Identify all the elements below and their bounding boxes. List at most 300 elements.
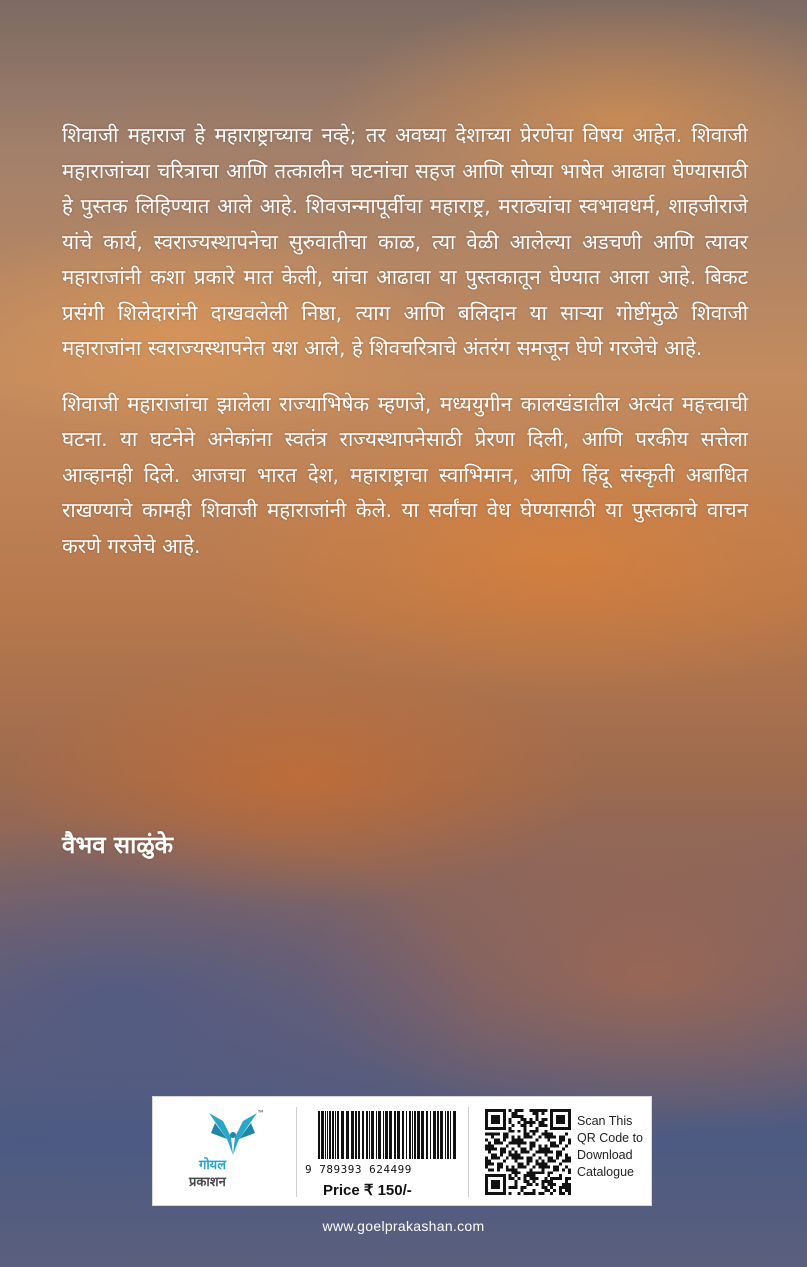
qr-module bbox=[541, 1168, 544, 1171]
qr-module bbox=[568, 1109, 571, 1112]
qr-module bbox=[541, 1186, 544, 1189]
isbn-number: 9 789393 624499 bbox=[305, 1163, 412, 1176]
qr-module bbox=[494, 1115, 497, 1118]
qr-module bbox=[547, 1180, 550, 1183]
qr-module bbox=[491, 1192, 494, 1195]
qr-module bbox=[485, 1165, 488, 1168]
qr-module bbox=[562, 1121, 565, 1124]
qr-module bbox=[538, 1148, 541, 1151]
qr-module bbox=[509, 1109, 512, 1112]
qr-module bbox=[556, 1121, 559, 1124]
qr-module bbox=[535, 1115, 538, 1118]
qr-module bbox=[532, 1109, 535, 1112]
barcode-bar bbox=[414, 1111, 416, 1159]
qr-module bbox=[544, 1109, 547, 1112]
qr-module bbox=[544, 1153, 547, 1156]
qr-module bbox=[550, 1136, 553, 1139]
qr-module bbox=[497, 1109, 500, 1112]
qr-module bbox=[512, 1142, 515, 1145]
qr-module bbox=[532, 1165, 535, 1168]
qr-module bbox=[565, 1165, 568, 1168]
barcode-bar bbox=[385, 1111, 388, 1159]
qr-module bbox=[532, 1180, 535, 1183]
qr-module bbox=[550, 1186, 553, 1189]
barcode-bar bbox=[440, 1111, 443, 1159]
publisher-info-box bbox=[152, 1096, 652, 1206]
qr-module bbox=[497, 1162, 500, 1165]
qr-module bbox=[515, 1109, 518, 1112]
qr-module bbox=[518, 1153, 521, 1156]
qr-module bbox=[562, 1139, 565, 1142]
qr-module bbox=[535, 1177, 538, 1180]
qr-module bbox=[559, 1186, 562, 1189]
qr-module bbox=[488, 1109, 491, 1112]
qr-module bbox=[494, 1139, 497, 1142]
barcode-bar bbox=[318, 1111, 320, 1159]
barcode-bar bbox=[329, 1111, 331, 1159]
qr-module bbox=[509, 1192, 512, 1195]
qr-module bbox=[500, 1192, 503, 1195]
qr-module bbox=[524, 1130, 527, 1133]
barcode-bar bbox=[430, 1111, 431, 1159]
qr-module bbox=[532, 1192, 535, 1195]
qr-module bbox=[535, 1183, 538, 1186]
qr-module bbox=[535, 1171, 538, 1174]
qr-module bbox=[532, 1112, 535, 1115]
qr-module bbox=[509, 1118, 512, 1121]
qr-module bbox=[541, 1133, 544, 1136]
qr-module bbox=[512, 1153, 515, 1156]
qr-module bbox=[547, 1133, 550, 1136]
qr-module bbox=[538, 1192, 541, 1195]
qr-module bbox=[485, 1159, 488, 1162]
qr-module bbox=[559, 1109, 562, 1112]
barcode-bar bbox=[369, 1111, 370, 1159]
qr-module bbox=[556, 1165, 559, 1168]
qr-module bbox=[512, 1124, 515, 1127]
back-cover-blurb bbox=[62, 118, 748, 584]
qr-module bbox=[553, 1127, 556, 1130]
qr-module bbox=[559, 1162, 562, 1165]
barcode-bar bbox=[371, 1111, 374, 1159]
qr-module bbox=[544, 1118, 547, 1121]
qr-module bbox=[518, 1115, 521, 1118]
qr-module bbox=[544, 1133, 547, 1136]
qr-module bbox=[506, 1133, 509, 1136]
qr-module bbox=[524, 1177, 527, 1180]
qr-module bbox=[503, 1151, 506, 1154]
qr-module bbox=[538, 1121, 541, 1124]
qr-module bbox=[494, 1109, 497, 1112]
qr-module bbox=[538, 1145, 541, 1148]
qr-module bbox=[553, 1183, 556, 1186]
qr-module bbox=[488, 1127, 491, 1130]
qr-module bbox=[515, 1115, 518, 1118]
qr-module bbox=[524, 1165, 527, 1168]
qr-module bbox=[488, 1148, 491, 1151]
qr-module bbox=[524, 1136, 527, 1139]
qr-module bbox=[512, 1148, 515, 1151]
qr-module bbox=[521, 1118, 524, 1121]
qr-module bbox=[503, 1180, 506, 1183]
qr-module bbox=[550, 1118, 553, 1121]
qr-module bbox=[544, 1177, 547, 1180]
qr-module bbox=[497, 1168, 500, 1171]
qr-module bbox=[562, 1186, 565, 1189]
qr-module bbox=[541, 1159, 544, 1162]
qr-module bbox=[529, 1136, 532, 1139]
qr-module bbox=[559, 1136, 562, 1139]
qr-module bbox=[568, 1156, 571, 1159]
barcode-bar bbox=[394, 1111, 396, 1159]
qr-module bbox=[521, 1115, 524, 1118]
qr-module bbox=[524, 1118, 527, 1121]
qr-module bbox=[488, 1168, 491, 1171]
qr-module bbox=[565, 1189, 568, 1192]
qr-module bbox=[491, 1121, 494, 1124]
qr-module bbox=[553, 1189, 556, 1192]
qr-module bbox=[550, 1145, 553, 1148]
qr-module bbox=[550, 1151, 553, 1154]
qr-module bbox=[521, 1189, 524, 1192]
qr-module bbox=[550, 1124, 553, 1127]
qr-module bbox=[509, 1121, 512, 1124]
qr-module bbox=[512, 1168, 515, 1171]
qr-module bbox=[527, 1156, 530, 1159]
qr-module bbox=[532, 1145, 535, 1148]
qr-module bbox=[532, 1177, 535, 1180]
barcode-bar bbox=[417, 1111, 420, 1159]
qr-module bbox=[515, 1142, 518, 1145]
qr-module bbox=[503, 1115, 506, 1118]
qr-module bbox=[524, 1180, 527, 1183]
qr-module bbox=[515, 1139, 518, 1142]
barcode-bar bbox=[325, 1111, 326, 1159]
qr-module bbox=[547, 1189, 550, 1192]
qr-module bbox=[494, 1148, 497, 1151]
qr-module bbox=[497, 1192, 500, 1195]
qr-module bbox=[491, 1145, 494, 1148]
qr-module bbox=[494, 1156, 497, 1159]
qr-module bbox=[497, 1174, 500, 1177]
qr-module bbox=[488, 1145, 491, 1148]
qr-module bbox=[529, 1142, 532, 1145]
qr-module bbox=[547, 1136, 550, 1139]
qr-module bbox=[512, 1186, 515, 1189]
qr-module bbox=[485, 1180, 488, 1183]
qr-module bbox=[565, 1145, 568, 1148]
qr-module bbox=[541, 1162, 544, 1165]
qr-module bbox=[500, 1162, 503, 1165]
qr-module bbox=[506, 1136, 509, 1139]
qr-module bbox=[497, 1139, 500, 1142]
qr-module bbox=[500, 1127, 503, 1130]
qr-module bbox=[491, 1133, 494, 1136]
qr-module bbox=[568, 1124, 571, 1127]
qr-module bbox=[503, 1139, 506, 1142]
qr-module bbox=[553, 1142, 556, 1145]
qr-module bbox=[550, 1127, 553, 1130]
qr-module bbox=[518, 1139, 521, 1142]
publisher-name-line-1: गोयल bbox=[199, 1158, 227, 1173]
barcode-bar bbox=[327, 1111, 328, 1159]
qr-module bbox=[562, 1183, 565, 1186]
qr-module bbox=[550, 1142, 553, 1145]
qr-module bbox=[488, 1151, 491, 1154]
qr-module bbox=[512, 1171, 515, 1174]
qr-module bbox=[503, 1186, 506, 1189]
qr-module bbox=[541, 1109, 544, 1112]
qr-module bbox=[485, 1133, 488, 1136]
qr-module bbox=[521, 1148, 524, 1151]
publisher-website[interactable]: www.goelprakashan.com bbox=[322, 1218, 485, 1234]
qr-module bbox=[488, 1162, 491, 1165]
qr-module bbox=[550, 1183, 553, 1186]
qr-module bbox=[515, 1171, 518, 1174]
qr-module bbox=[515, 1159, 518, 1162]
qr-module bbox=[529, 1121, 532, 1124]
qr-module bbox=[485, 1156, 488, 1159]
qr-module bbox=[568, 1177, 571, 1180]
barcode-bar bbox=[332, 1111, 334, 1159]
qr-module bbox=[527, 1192, 530, 1195]
qr-module bbox=[485, 1183, 488, 1186]
qr-module bbox=[524, 1121, 527, 1124]
qr-module bbox=[524, 1133, 527, 1136]
qr-module bbox=[568, 1139, 571, 1142]
qr-module bbox=[527, 1174, 530, 1177]
qr-module bbox=[512, 1156, 515, 1159]
publisher-name-line-2: प्रकाशन bbox=[189, 1175, 226, 1190]
qr-module bbox=[532, 1133, 535, 1136]
qr-module bbox=[565, 1183, 568, 1186]
qr-module bbox=[538, 1156, 541, 1159]
barcode-bar bbox=[321, 1111, 324, 1159]
qr-module bbox=[541, 1118, 544, 1121]
qr-module bbox=[488, 1192, 491, 1195]
qr-module bbox=[535, 1109, 538, 1112]
qr-module bbox=[527, 1162, 530, 1165]
qr-module bbox=[485, 1118, 488, 1121]
qr-module bbox=[512, 1130, 515, 1133]
qr-module bbox=[556, 1156, 559, 1159]
qr-module bbox=[553, 1109, 556, 1112]
qr-module bbox=[485, 1192, 488, 1195]
divider bbox=[296, 1107, 297, 1197]
qr-module bbox=[547, 1159, 550, 1162]
qr-module bbox=[541, 1112, 544, 1115]
qr-module bbox=[503, 1159, 506, 1162]
qr-module bbox=[494, 1153, 497, 1156]
qr-module bbox=[529, 1148, 532, 1151]
qr-module bbox=[485, 1148, 488, 1151]
qr-module bbox=[521, 1186, 524, 1189]
qr-module bbox=[506, 1156, 509, 1159]
qr-module bbox=[521, 1165, 524, 1168]
qr-module bbox=[550, 1177, 553, 1180]
barcode-bar bbox=[447, 1111, 449, 1159]
qr-module bbox=[547, 1171, 550, 1174]
qr-module bbox=[512, 1177, 515, 1180]
qr-module bbox=[541, 1171, 544, 1174]
qr-module bbox=[515, 1153, 518, 1156]
qr-module bbox=[562, 1127, 565, 1130]
qr-module bbox=[532, 1121, 535, 1124]
qr-module bbox=[529, 1183, 532, 1186]
blurb-paragraph-1: शिवाजी महाराज हे महाराष्ट्राच्याच नव्हे; तर अवघ्या देशाच्या प्रेरणेचा विषय आहेत. शिवाजी महाराजांच्या चरित्राचा आणि तत्कालीन घटनांचा सहज आणि सोप्या भाषेत आढावा घेण्यासाठी हे पुस्तक लिहिण्यात आले आहे. शिवजन्मापूर्वीचा महाराष्ट्र, मराठ्यांचा स्वभावधर्म, शाहजीराजे यांचे कार्य, स्वराज्यस्थापनेचा सुरुवातीचा काळ, त्या वेळी आलेल्या अडचणी आणि त्यावर महाराजांनी कशा प्रकारे मात केली, यांचा आढावा या पुस्तकातून घेण्यात आला आहे. बिकट प्रसंगी शिलेदारांनी दाखवलेली निष्ठा, त्याग आणि बलिदान या साऱ्या गोष्टींमुळे शिवाजी महाराजांना स्वराज्यस्थापनेत यश आले, हे शिवचरित्राचे अंतरंग समजून घेणे गरजेचे आहे. bbox=[62, 123, 748, 360]
qr-module bbox=[503, 1118, 506, 1121]
qr-module bbox=[500, 1165, 503, 1168]
qr-module bbox=[494, 1183, 497, 1186]
qr-module bbox=[559, 1142, 562, 1145]
qr-module bbox=[509, 1153, 512, 1156]
qr-module bbox=[503, 1109, 506, 1112]
qr-module bbox=[538, 1124, 541, 1127]
qr-module bbox=[568, 1168, 571, 1171]
qr-module bbox=[491, 1153, 494, 1156]
qr-module bbox=[515, 1112, 518, 1115]
qr-module bbox=[494, 1118, 497, 1121]
barcode-bar bbox=[337, 1111, 339, 1159]
qr-module bbox=[529, 1156, 532, 1159]
qr-module bbox=[544, 1189, 547, 1192]
qr-module bbox=[518, 1156, 521, 1159]
qr-module bbox=[538, 1171, 541, 1174]
catalogue-qr-code[interactable] bbox=[485, 1109, 571, 1195]
qr-module bbox=[565, 1133, 568, 1136]
qr-module bbox=[544, 1130, 547, 1133]
qr-module bbox=[503, 1192, 506, 1195]
qr-module bbox=[544, 1186, 547, 1189]
qr-module bbox=[515, 1183, 518, 1186]
qr-module bbox=[491, 1115, 494, 1118]
qr-module bbox=[527, 1159, 530, 1162]
qr-module bbox=[500, 1174, 503, 1177]
qr-module bbox=[529, 1168, 532, 1171]
qr-module bbox=[497, 1133, 500, 1136]
qr-module bbox=[524, 1124, 527, 1127]
qr-module bbox=[524, 1142, 527, 1145]
qr-module bbox=[553, 1177, 556, 1180]
qr-module bbox=[556, 1118, 559, 1121]
qr-module bbox=[497, 1183, 500, 1186]
qr-module bbox=[565, 1109, 568, 1112]
qr-module bbox=[503, 1112, 506, 1115]
qr-module bbox=[485, 1127, 488, 1130]
barcode-bar bbox=[450, 1111, 451, 1159]
qr-module bbox=[553, 1159, 556, 1162]
qr-module bbox=[550, 1112, 553, 1115]
barcode-bar bbox=[346, 1111, 349, 1159]
qr-module bbox=[535, 1127, 538, 1130]
qr-module bbox=[532, 1142, 535, 1145]
qr-module bbox=[559, 1115, 562, 1118]
qr-module bbox=[524, 1148, 527, 1151]
barcode-bar bbox=[355, 1111, 357, 1159]
barcode-bar bbox=[437, 1111, 439, 1159]
qr-module bbox=[497, 1118, 500, 1121]
barcode-bar bbox=[341, 1111, 344, 1159]
qr-module bbox=[559, 1139, 562, 1142]
qr-module bbox=[538, 1109, 541, 1112]
qr-module bbox=[512, 1112, 515, 1115]
barcode-bar bbox=[426, 1111, 428, 1159]
qr-module bbox=[494, 1180, 497, 1183]
qr-module bbox=[497, 1142, 500, 1145]
qr-module bbox=[550, 1192, 553, 1195]
qr-module bbox=[550, 1109, 553, 1112]
qr-module bbox=[500, 1142, 503, 1145]
barcode-bar bbox=[383, 1111, 384, 1159]
qr-module bbox=[568, 1189, 571, 1192]
qr-module bbox=[527, 1121, 530, 1124]
qr-module bbox=[494, 1174, 497, 1177]
qr-module bbox=[529, 1109, 532, 1112]
qr-module bbox=[503, 1121, 506, 1124]
qr-module bbox=[497, 1186, 500, 1189]
qr-module bbox=[497, 1121, 500, 1124]
qr-module bbox=[562, 1118, 565, 1121]
qr-module bbox=[541, 1148, 544, 1151]
qr-module bbox=[559, 1189, 562, 1192]
qr-module bbox=[559, 1127, 562, 1130]
publisher-logo bbox=[179, 1109, 289, 1195]
qr-module bbox=[497, 1127, 500, 1130]
qr-module bbox=[544, 1165, 547, 1168]
qr-module bbox=[521, 1139, 524, 1142]
qr-module bbox=[553, 1168, 556, 1171]
qr-module bbox=[562, 1148, 565, 1151]
qr-module bbox=[547, 1174, 550, 1177]
qr-module bbox=[500, 1151, 503, 1154]
qr-module bbox=[515, 1174, 518, 1177]
qr-module bbox=[488, 1174, 491, 1177]
qr-module bbox=[562, 1159, 565, 1162]
qr-module bbox=[544, 1148, 547, 1151]
qr-module bbox=[565, 1177, 568, 1180]
qr-module bbox=[541, 1151, 544, 1154]
qr-module bbox=[568, 1159, 571, 1162]
qr-module bbox=[559, 1174, 562, 1177]
qr-module bbox=[497, 1156, 500, 1159]
qr-module bbox=[535, 1118, 538, 1121]
qr-module bbox=[538, 1165, 541, 1168]
qr-module bbox=[521, 1151, 524, 1154]
qr-module bbox=[509, 1142, 512, 1145]
qr-module bbox=[553, 1145, 556, 1148]
qr-module bbox=[529, 1145, 532, 1148]
qr-module bbox=[550, 1115, 553, 1118]
qr-module bbox=[515, 1151, 518, 1154]
qr-module bbox=[509, 1130, 512, 1133]
qr-module bbox=[556, 1127, 559, 1130]
barcode-bar bbox=[358, 1111, 360, 1159]
bird-wings-icon bbox=[205, 1109, 261, 1157]
qr-module bbox=[485, 1186, 488, 1189]
qr-module bbox=[503, 1177, 506, 1180]
qr-module bbox=[524, 1186, 527, 1189]
qr-module bbox=[509, 1186, 512, 1189]
qr-module bbox=[547, 1151, 550, 1154]
qr-caption: Scan This QR Code to Download Catalogue bbox=[577, 1114, 644, 1179]
qr-module bbox=[500, 1153, 503, 1156]
qr-module bbox=[527, 1171, 530, 1174]
qr-module bbox=[529, 1192, 532, 1195]
qr-module bbox=[524, 1192, 527, 1195]
qr-module bbox=[529, 1124, 532, 1127]
qr-module bbox=[568, 1127, 571, 1130]
qr-module bbox=[515, 1186, 518, 1189]
